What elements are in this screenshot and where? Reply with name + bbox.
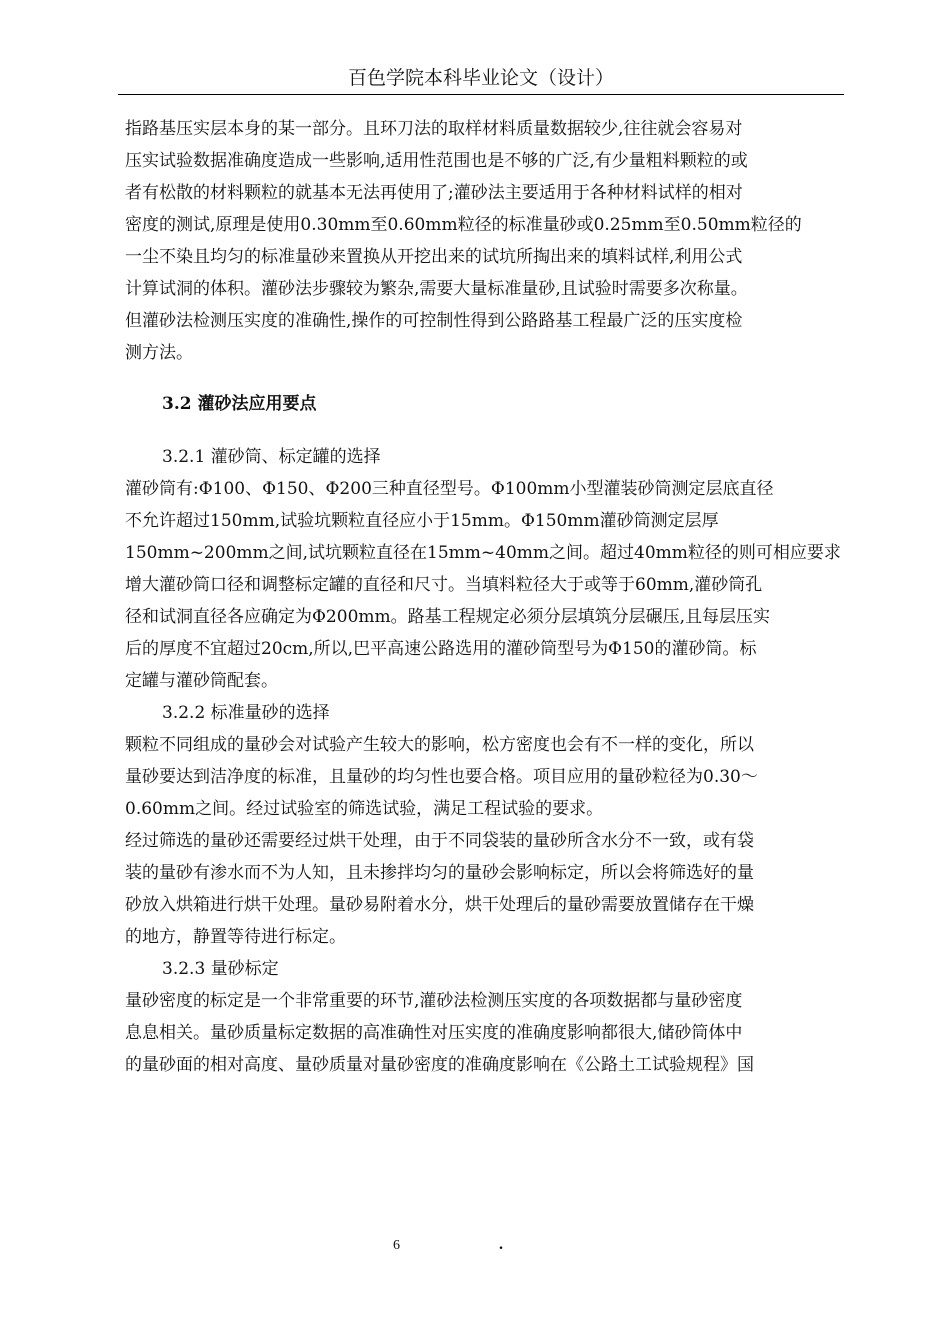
text-line: 量砂密度的标定是一个非常重要的环节,灌砂法检测压实度的各项数据都与量砂密度: [125, 991, 743, 1011]
text-line: 密度的测试,原理是使用0.30mm至0.60mm粒径的标准量砂或0.25mm至0.50mm粒径的: [125, 215, 802, 235]
subsection-3-2-2: [125, 697, 838, 953]
text-line: 计算试洞的体积。灌砂法步骤较为繁杂,需要大量标准量砂,且试验时需要多次称量。: [125, 279, 748, 299]
footer-dot: .: [499, 1236, 503, 1253]
subsection-title: 3.2.3 量砂标定: [162, 959, 279, 979]
text-line: 压实试验数据准确度造成一些影响,适用性范围也是不够的广泛,有少量粗料颗粒的或: [125, 151, 748, 171]
text-line: 量砂要达到洁净度的标准，且量砂的均匀性也要合格。项目应用的量砂粒径为0.30～: [125, 767, 758, 787]
text-line: 息息相关。量砂质量标定数据的高准确性对压实度的准确度影响都很大,储砂筒体中: [125, 1023, 743, 1043]
paragraph-intro: [125, 113, 838, 369]
text-line: 颗粒不同组成的量砂会对试验产生较大的影响，松方密度也会有不一样的变化，所以: [125, 735, 754, 755]
text-line: 但灌砂法检测压实度的准确性,操作的可控制性得到公路路基工程最广泛的压实度检: [125, 311, 743, 331]
text-line: 定罐与灌砂筒配套。: [125, 671, 278, 691]
subsection-title: 3.2.1 灌砂筒、标定罐的选择: [162, 447, 381, 467]
text-line: 后的厚度不宜超过20cm,所以,巴平高速公路选用的灌砂筒型号为Φ150的灌砂筒。标: [125, 639, 757, 659]
text-line: 0.60mm之间。经过试验室的筛选试验，满足工程试验的要求。: [125, 799, 604, 819]
text-line: 的量砂面的相对高度、量砂质量对量砂密度的准确度影响在《公路土工试验规程》国: [125, 1055, 754, 1075]
text-line: 砂放入烘箱进行烘干处理。量砂易附着水分，烘干处理后的量砂需要放置储存在干燥: [125, 895, 754, 915]
section-heading: 3.2 灌砂法应用要点: [162, 394, 317, 414]
subsection-3-2-3: [125, 953, 838, 1081]
text-line: 一尘不染且均匀的标准量砂来置换从开挖出来的试坑所掏出来的填料试样,利用公式: [125, 247, 743, 267]
subsection-title: 3.2.2 标准量砂的选择: [162, 703, 330, 723]
text-line: 增大灌砂筒口径和调整标定罐的直径和尺寸。当填料粒径大于或等于60mm,灌砂筒孔: [125, 575, 763, 595]
text-line: 者有松散的材料颗粒的就基本无法再使用了;灌砂法主要适用于各种材料试样的相对: [125, 183, 743, 203]
text-line: 不允许超过150mm,试验坑颗粒直径应小于15mm。Φ150mm灌砂筒测定层厚: [125, 511, 719, 531]
text-line: 的地方，静置等待进行标定。: [125, 927, 346, 947]
page-header-title: 百色学院本科毕业论文（设计）: [347, 67, 614, 89]
text-line: 指路基压实层本身的某一部分。且环刀法的取样材料质量数据较少,往往就会容易对: [125, 119, 743, 139]
text-line: 径和试洞直径各应确定为Φ200mm。路基工程规定必须分层填筑分层碾压,且每层压实: [125, 607, 771, 627]
text-line: 测方法。: [125, 343, 193, 363]
subsection-3-2-1: [125, 441, 841, 697]
text-line: 经过筛选的量砂还需要经过烘干处理，由于不同袋装的量砂所含水分不一致，或有袋: [125, 831, 754, 851]
text-line: 灌砂筒有:Φ100、Φ150、Φ200三种直径型号。Φ100mm小型灌装砂筒测定层底直径: [125, 479, 774, 499]
body-text: [125, 113, 841, 1081]
page-number: 6: [393, 1238, 400, 1253]
text-line: 150mm~200mm之间,试坑颗粒直径在15mm~40mm之间。超过40mm粒径的则可相应要求: [125, 543, 841, 563]
text-line: 装的量砂有渗水而不为人知，且未掺拌均匀的量砂会影响标定，所以会将筛选好的量: [125, 863, 754, 883]
header-rule: [118, 94, 844, 95]
